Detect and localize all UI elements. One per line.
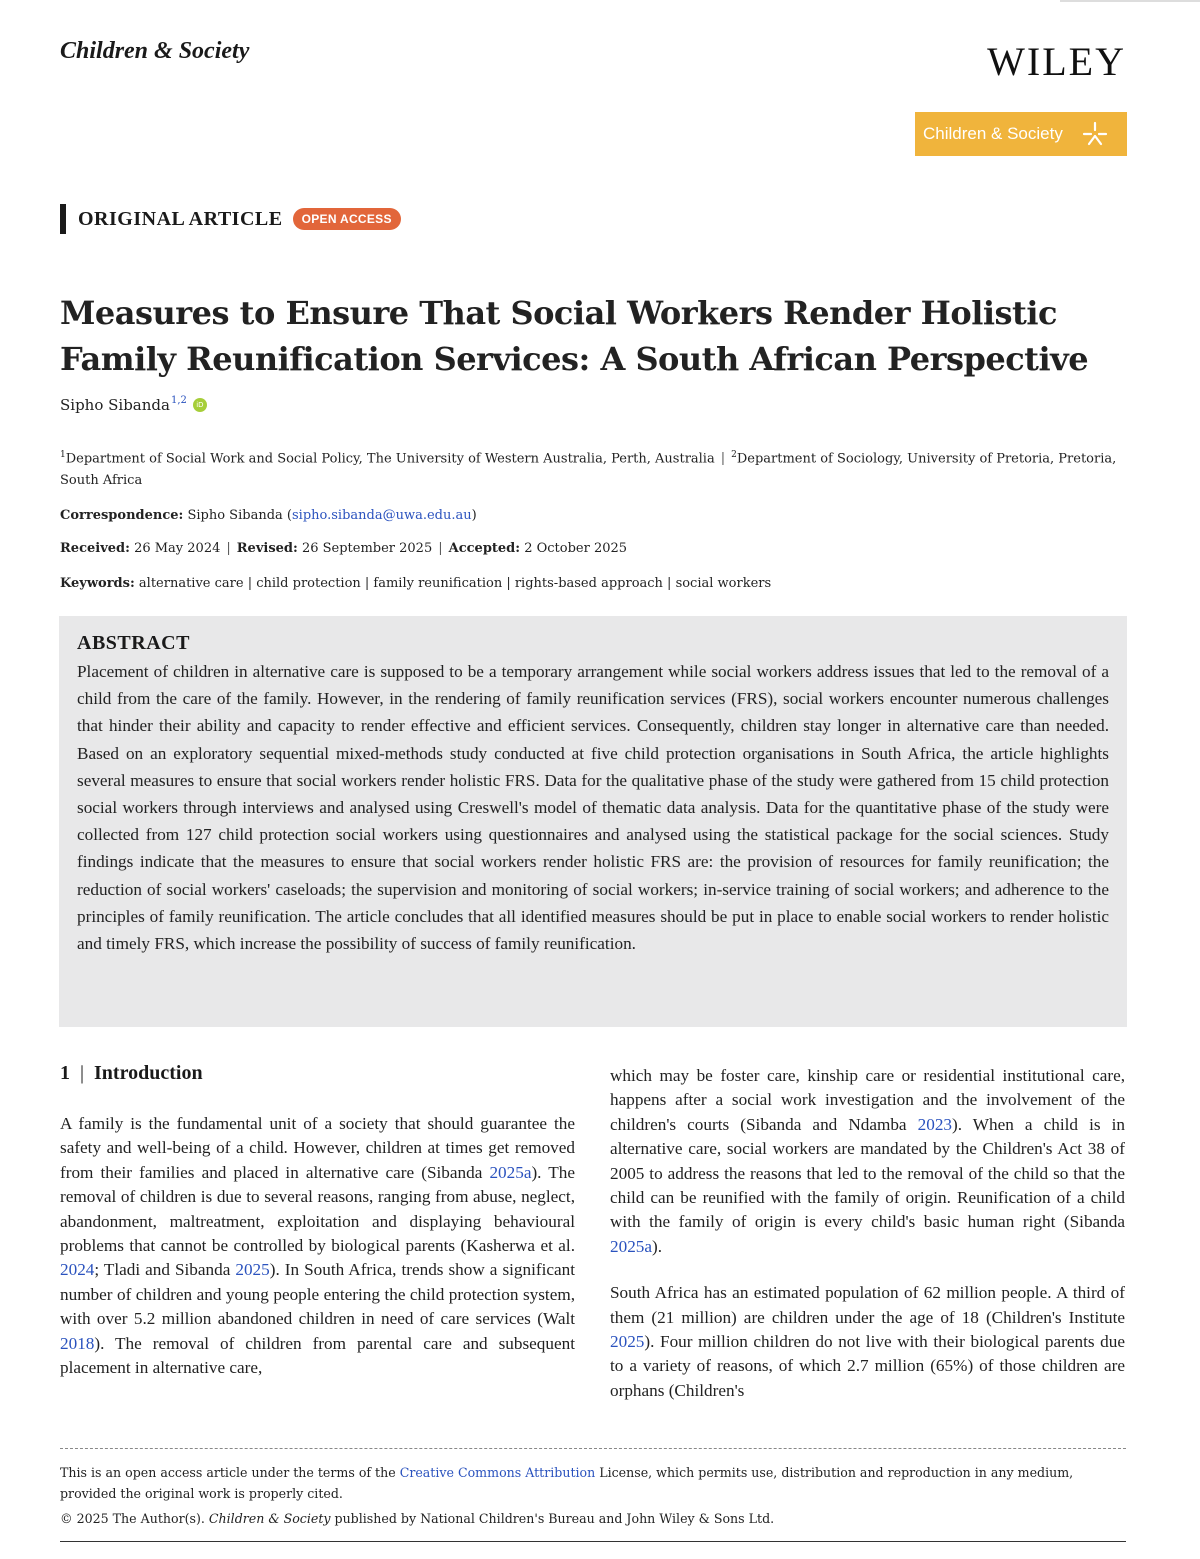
text-run: ). Four million children do not live with their biological parents due to a variety of reasons, of which 2.7 million (65%) of those children are orphans (Children's [610, 1332, 1125, 1400]
text-run: ). The removal of children from parental care and subsequent placement in alternative care, [60, 1333, 575, 1378]
text-run: ). The removal of children is due to several reasons, ranging from abuse, neglect, abandonment, maltreatment, exploitation and displaying behavioural problems that cannot be controlled by biological parents (Kasherwa et al. [60, 1162, 575, 1256]
correspondence-label: Correspondence: [60, 508, 184, 523]
text-run: This is an open access article under the terms of the [60, 1465, 400, 1480]
top-edge-rule [1060, 0, 1200, 2]
text-run: A family is the fundamental unit of a society that should guarantee the safety and well-being of a child. However, children at times get removed from their families and placed in alternative care (Sibanda [60, 1114, 575, 1182]
accepted-label: Accepted: [448, 541, 521, 556]
keywords-list: alternative care | child protection | family reunification | rights-based approach | social workers [138, 576, 772, 591]
body-column-left [60, 1112, 575, 1380]
section-heading [60, 1062, 203, 1085]
intro-paragraph-2 [610, 1281, 1125, 1403]
abstract-heading: ABSTRACT [77, 632, 190, 654]
date-separator: | [438, 541, 443, 556]
citation-link[interactable]: 2025 [235, 1260, 270, 1280]
citation-link[interactable]: 2023 [917, 1114, 953, 1134]
sparkle-icon [1081, 120, 1109, 148]
article-dates [60, 541, 627, 556]
open-access-badge: OPEN ACCESS [293, 208, 401, 230]
keywords-label: Keywords: [60, 576, 135, 591]
article-type: ORIGINAL ARTICLE [78, 207, 283, 230]
citation-link[interactable]: 2024 [60, 1260, 95, 1280]
author-name[interactable]: Sipho Sibanda [60, 396, 170, 414]
intro-paragraph-1-continued [610, 1064, 1125, 1259]
affiliations [60, 444, 1130, 492]
license-link[interactable]: Creative Commons Attribution [399, 1465, 596, 1480]
article-type-row [60, 204, 401, 234]
page-bottom-rule [60, 1541, 1126, 1542]
text-run: which may be foster care, kinship care or residential institutional care, happens after a social work investigation and the involvement of the children's courts (Sibanda and Ndamba [610, 1066, 1125, 1134]
keywords [60, 576, 771, 591]
journal-badge-label: Children & Society [923, 124, 1063, 143]
author-line [60, 396, 207, 414]
affiliation-mark-1: 1 [60, 450, 66, 460]
correspondence-name: Sipho Sibanda ( [187, 508, 292, 523]
section-number: 1 [60, 1062, 70, 1084]
text-run: License, which permits use, distribution and reproduction in any medium, provided the original work is properly cited. [60, 1465, 1074, 1501]
text-run: published by National Children's Bureau and John Wiley & Sons Ltd. [330, 1511, 775, 1526]
article-type-bar [60, 204, 66, 234]
text-run: ). [652, 1236, 663, 1256]
affiliation-separator: | [720, 451, 726, 467]
revised-label: Revised: [236, 541, 298, 556]
publisher-logo[interactable]: WILEY [987, 39, 1126, 84]
section-title: Introduction [94, 1062, 203, 1084]
author-affiliation-marks[interactable]: 1,2 [170, 394, 187, 406]
article-title: Measures to Ensure That Social Workers Render Holistic Family Reunification Services: A South African Perspective [60, 294, 1089, 378]
affiliation-2: Department of Sociology, University of Pretoria, Pretoria, South Africa [60, 451, 1117, 489]
affiliation-1: Department of Social Work and Social Policy, The University of Western Australia, Perth, Australia [65, 451, 715, 467]
citation-link[interactable]: 2025a [489, 1162, 532, 1182]
footer-divider [60, 1448, 1126, 1449]
affiliation-mark-2: 2 [731, 450, 737, 460]
received-label: Received: [60, 541, 130, 556]
citation-link[interactable]: 2025a [610, 1236, 653, 1256]
copyright-journal: Children & Society [208, 1511, 331, 1526]
citation-link[interactable]: 2018 [60, 1333, 95, 1353]
text-run: © 2025 The Author(s). [60, 1511, 209, 1526]
journal-name: Children & Society [60, 38, 250, 64]
abstract-body: Placement of children in alternative care is supposed to be a temporary arrangement while social workers address issues that led to the removal of a child from the care of the family. However, in the rendering of family reunification services (FRS), social workers encounter numerous challenges that hinder their ability and capacity to render effective and efficient services. Consequently, children stay longer in alternative care than needed. Based on an exploratory sequential mixed-methods study conducted at five child protection organisations in South Africa, the article highlights several measures to ensure that social workers render holistic FRS. Data for the qualitative phase of the study were gathered from 15 child protection social workers through interviews and analysed using Creswell's model of thematic data analysis. Data for the quantitative phase of the study were collected from 127 child protection social workers using questionnaires and analysed using the statistical package for the social sciences. Study findings indicate that the measures to ensure that social workers render holistic FRS are: the provision of resources for family reunification; the reduction of social workers' caseloads; the supervision and monitoring of social workers; in-service training of social workers; and adherence to the principles of family reunification. The article concludes that all identified measures should be put in place to enable social workers to render holistic and timely FRS, which increase the possibility of success of family reunification. [77, 662, 1109, 954]
text-run: ). In South Africa, trends show a significant number of children and young people entering the child protection system, with over 5.2 million abandoned children in need of care services (Walt [60, 1260, 575, 1329]
revised-date: 26 September 2025 [301, 541, 433, 556]
journal-badge[interactable] [915, 112, 1127, 156]
date-separator: | [226, 541, 231, 556]
text-run: South Africa has an estimated population of 62 million people. A third of them (21 million) are children under the age of 18 (Children's Institute [610, 1283, 1125, 1327]
text-run: ). When a child is in alternative care, social workers are mandated by the Children's Act 38 of 2005 to address the reasons that led to the removal of the child so that the child can be reunified with the family of origin. Reunification of a child with the family of origin is every child's basic human right (Sibanda [610, 1114, 1125, 1232]
correspondence [60, 508, 477, 523]
text-run: ; Tladi and Sibanda [94, 1260, 236, 1280]
license-notice [60, 1462, 1130, 1504]
correspondence-close: ) [471, 508, 477, 523]
copyright-notice [60, 1508, 1130, 1529]
orcid-icon[interactable]: iD [193, 398, 207, 412]
intro-paragraph-1 [60, 1112, 575, 1380]
received-date: 26 May 2024 [134, 541, 221, 556]
accepted-date: 2 October 2025 [524, 541, 628, 556]
body-column-right [610, 1064, 1125, 1403]
correspondence-email-link[interactable]: sipho.sibanda@uwa.edu.au [291, 508, 472, 523]
section-separator: | [80, 1062, 85, 1084]
abstract-box [59, 616, 1127, 1027]
citation-link[interactable]: 2025 [610, 1332, 645, 1352]
